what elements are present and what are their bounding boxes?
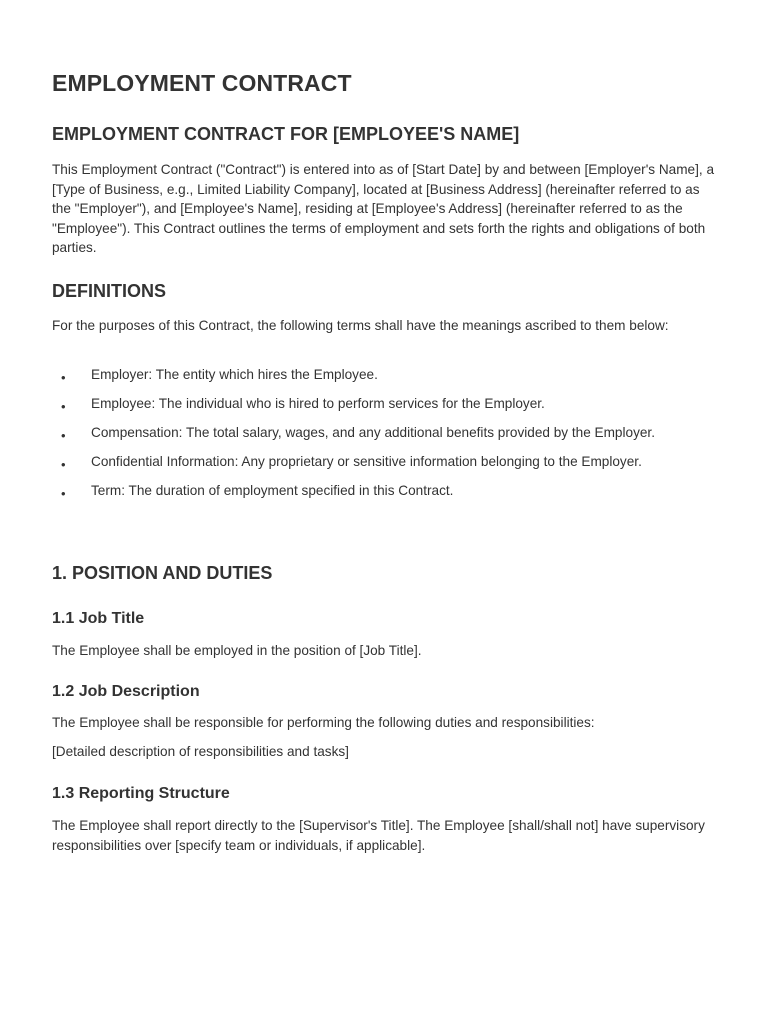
definitions-lead: For the purposes of this Contract, the following terms shall have the meanings ascribed to them below: xyxy=(52,318,669,333)
bullet-icon: • xyxy=(61,428,66,444)
job-description-heading: 1.2 Job Description xyxy=(52,683,200,700)
definitions-heading: DEFINITIONS xyxy=(52,281,167,301)
definitions-list xyxy=(52,365,722,510)
definition-text: Compensation: The total salary, wages, and any additional benefits provided by the Employer. xyxy=(91,425,655,441)
definition-text: Employer: The entity which hires the Employee. xyxy=(91,367,378,382)
definition-text: Confidential Information: Any proprietary or sensitive information belonging to the Employer. xyxy=(91,454,642,470)
definition-text: Term: The duration of employment specified in this Contract. xyxy=(91,483,454,499)
contract-subtitle: EMPLOYMENT CONTRACT FOR [EMPLOYEE'S NAME] xyxy=(52,124,520,144)
bullet-icon: • xyxy=(61,399,66,415)
reporting-structure-text: The Employee shall report directly to the [Supervisor's Title]. The Employee [shall/shall not] have supervisory responsibilities over [specify team or individuals, if applicable]. xyxy=(52,818,705,853)
bullet-icon: • xyxy=(61,486,66,502)
job-description-text: The Employee shall be responsible for performing the following duties and responsibilities: xyxy=(52,715,595,730)
definition-item-compensation xyxy=(52,423,722,443)
definition-item-confidential-information xyxy=(52,452,722,472)
bullet-icon: • xyxy=(61,370,66,385)
job-description-placeholder: [Detailed description of responsibilities and tasks] xyxy=(52,744,349,759)
bullet-icon: • xyxy=(61,457,66,473)
definition-text: Employee: The individual who is hired to perform services for the Employer. xyxy=(91,396,545,412)
job-title-heading: 1.1 Job Title xyxy=(52,610,145,627)
job-title-text: The Employee shall be employed in the position of [Job Title]. xyxy=(52,643,422,658)
position-duties-heading: 1. POSITION AND DUTIES xyxy=(52,563,273,583)
intro-paragraph: This Employment Contract ("Contract") is entered into as of [Start Date] by and between [Employer's Name], a [Type of Business, e.g., Limited Liability Company], located at [Business Address] (hereinafter referred to as the "Employer"), and [Employee's Name], residing at [Employee's Address] (hereinafter referred to as the "Employee"). This Contract outlines the terms of employment and sets forth the rights and obligations of both parties. xyxy=(52,162,715,256)
document-title: EMPLOYMENT CONTRACT xyxy=(52,70,352,96)
definition-item-employee xyxy=(52,394,722,414)
reporting-structure-heading: 1.3 Reporting Structure xyxy=(52,785,230,802)
definition-item-employer xyxy=(52,365,722,385)
definition-item-term xyxy=(52,481,722,501)
